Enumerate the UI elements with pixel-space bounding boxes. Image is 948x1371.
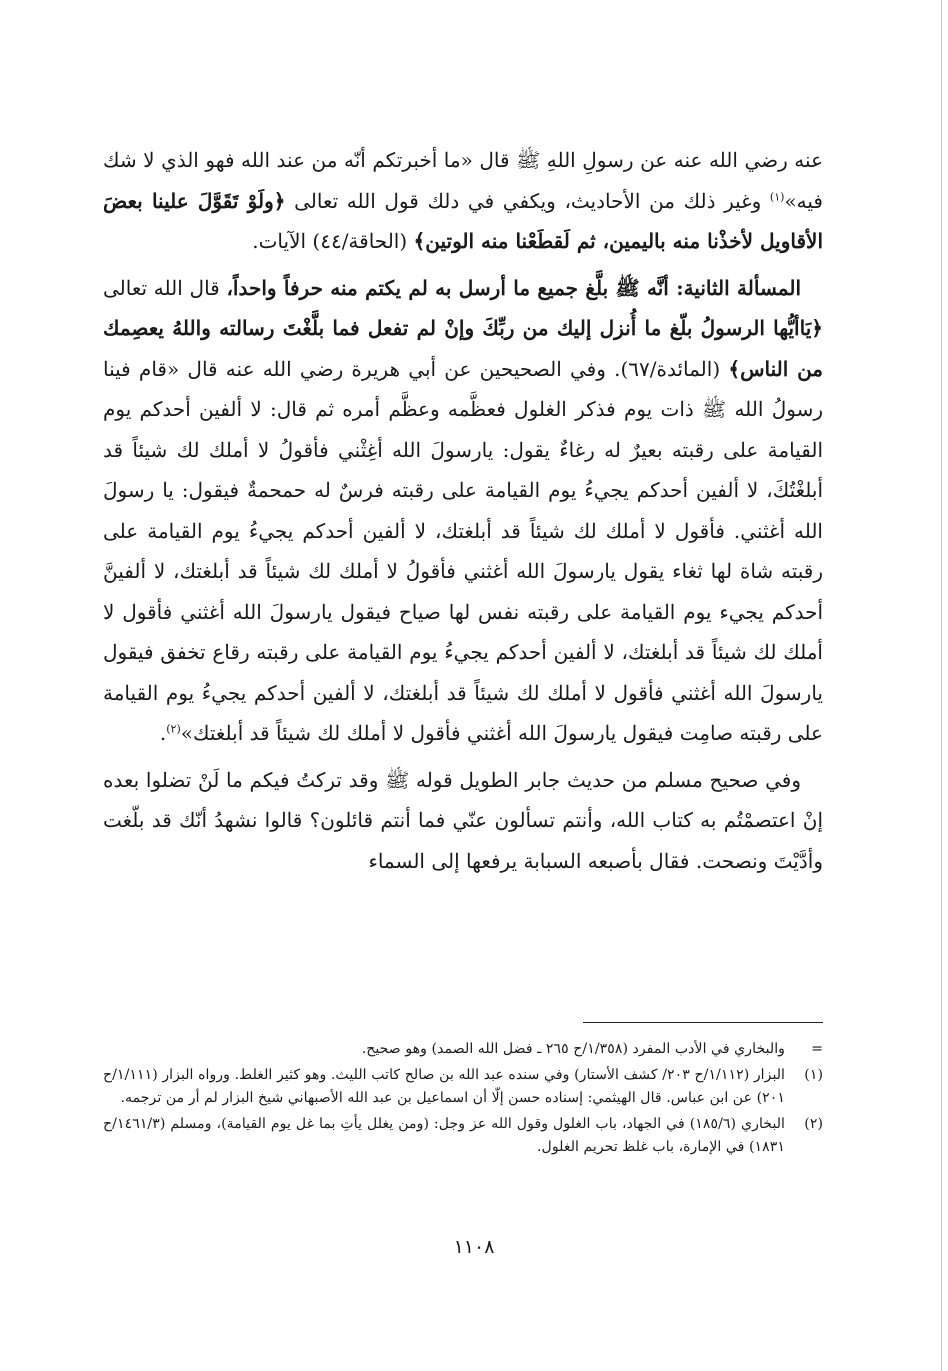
paragraph-2: المسألة الثانية: أنَّه ﷺ بلَّغ جميع ما أرسل به لم يكتم منه حرفاً واحداً، قال الله تعالى ﴿يَاأيُّها الرسولُ بلّغ ما أُنزل إليك من ربِّكَ وإنْ لم تفعل فما بلَّغْتَ رسالته واللهُ يعصِمك من الناس﴾ (المائدة/٦٧). وفي الصحيحين عن أبي هريرة رضي الله عنه قال «قام فينا رسولُ الله ﷺ ذات يوم فذكر الغلول فعظَّمه وعظَّم أمره ثم قال: لا ألفين أحدكم يوم القيامة على رقبته بعيرٌ له رغاءٌ يقول: يارسولَ الله أغِثْني فأقولُ لا أملك لك شيئاً قد أبلغْتُكَ، لا ألفين أحدكم يجيءُ يوم القيامة على رقبته فرسٌ له حمحمةٌ فيقول: يا رسولَ الله أغثني. فأقول لا أملك لك شيئاً قد أبلغتك، لا ألفين أحدكم يجيءُ يوم القيامة على رقبته شاة لها ثغاء يقول يارسولَ الله أغثني فأقولُ لا أملك لك شيئاً قد أبلغتك، لا ألفينَّ أحدكم يجيء يوم القيامة على رقبته نفس لها صياح فيقول يارسولَ الله أغثني فأقول لا أملك لك شيئاً قد أبلغتك، لا ألفين أحدكم يجيءُ يوم القيامة على رقبته رقاع تخفق فيقول يارسولَ الله أغثني فأقول لا أملك لك شيئاً قد أبلغتك، لا ألفين أحدكم يجيءُ يوم القيامة على رقبته صامِت فيقول يارسولَ الله أغثني فأقول لا أملك لك شيئاً قد أبلغتك»$^{(٢)}$. bbox=[103, 275, 824, 745]
footnote-text: والبخاري في الأدب المفرد (١/٣٥٨/ح ٢٦٥ ـ فضل الله الصمد) وهو صحيح. bbox=[361, 1041, 785, 1057]
main-text bbox=[103, 140, 823, 881]
footnote-ref-1[interactable]: (١) bbox=[769, 189, 785, 203]
footnote-item bbox=[103, 1038, 823, 1062]
footnote-marker: (٢) bbox=[804, 1115, 823, 1132]
footnotes bbox=[103, 1038, 823, 1162]
footnote-item bbox=[103, 1113, 823, 1160]
footnote-marker: = bbox=[811, 1041, 823, 1057]
footnote-ref-2[interactable]: (٢) bbox=[166, 722, 181, 736]
footnote-text: البخاري (١٨٥/٦) في الجهاد، باب الغلول وقول الله عز وجل: (ومن يغلل يأتِ بما غل يوم القيامة)، ومسلم (١٤٦١/٣/ح ١٨٣١) في الإمارة، باب غلظ تحريم الغلول. bbox=[103, 1115, 785, 1155]
footnote-text: البزار (١/١١٢/ح ٢٠٣/ كشف الأستار) وفي سنده عبد الله بن صالح كاتب الليث. وهو كثير الغلط. ورواه البزار (١/١١١/ح ٢٠١) عن ابن عباس. قال الهيثمي: إسناده حسن إلّا أن اسماعيل بن عبد الله الأصبهاني شيخ البزار لم أر من ترجمه. bbox=[103, 1066, 785, 1106]
footnote-item bbox=[103, 1064, 823, 1111]
section-heading: المسألة الثانية: أنَّه ﷺ بلَّغ جميع ما أرسل به لم يكتم منه حرفاً واحداً، bbox=[226, 275, 801, 300]
quran-verse: ﴿يَاأيُّها الرسولُ بلّغ ما أُنزل إليك من ربِّكَ وإنْ لم تفعل فما بلَّغْتَ رسالته واللهُ يعصِمك من الناس﴾ bbox=[103, 316, 824, 381]
scan-edge-line bbox=[941, 0, 942, 1371]
footnote-divider bbox=[583, 1022, 823, 1023]
paragraph-3: وفي صحيح مسلم من حديث جابر الطويل قوله ﷺ وقد تركتُ فيكم ما لَنْ تضلوا بعده إنْ اعتصمْتُم به كتاب الله، وأنتم تسألون عنّي فما أنتم قائلون؟ قالوا نشهدُ أنّك قد بلّغت وأدَّيْتَ ونصحت. فقال بأصبعه السبابة يرفعها إلى السماء bbox=[103, 767, 823, 873]
paragraph-1: عنه رضي الله عنه عن رسولِ اللهِ ﷺ قال «ما أخبرتكم أنّه من عند الله فهو الذي لا شك فيه»$^{(١)}$ وغير ذلك من الأحاديث، ويكفي في دلك قول الله تعالى ﴿ولَوْ تَقَوَّلَ علينا بعضَ الأقاويل لأخذْنا منه باليمين، ثم لَقطَعْنا منه الوتين﴾ (الحاقة/٤٤) الآيات. bbox=[103, 148, 823, 253]
page-number: ١١٠٨ bbox=[453, 1236, 495, 1258]
footnote-marker: (١) bbox=[804, 1066, 823, 1083]
quran-verse: ﴿ولَوْ تَقَوَّلَ علينا بعضَ الأقاويل لأخذْنا منه باليمين، ثم لَقطَعْنا منه الوتين﴾ bbox=[103, 188, 823, 253]
